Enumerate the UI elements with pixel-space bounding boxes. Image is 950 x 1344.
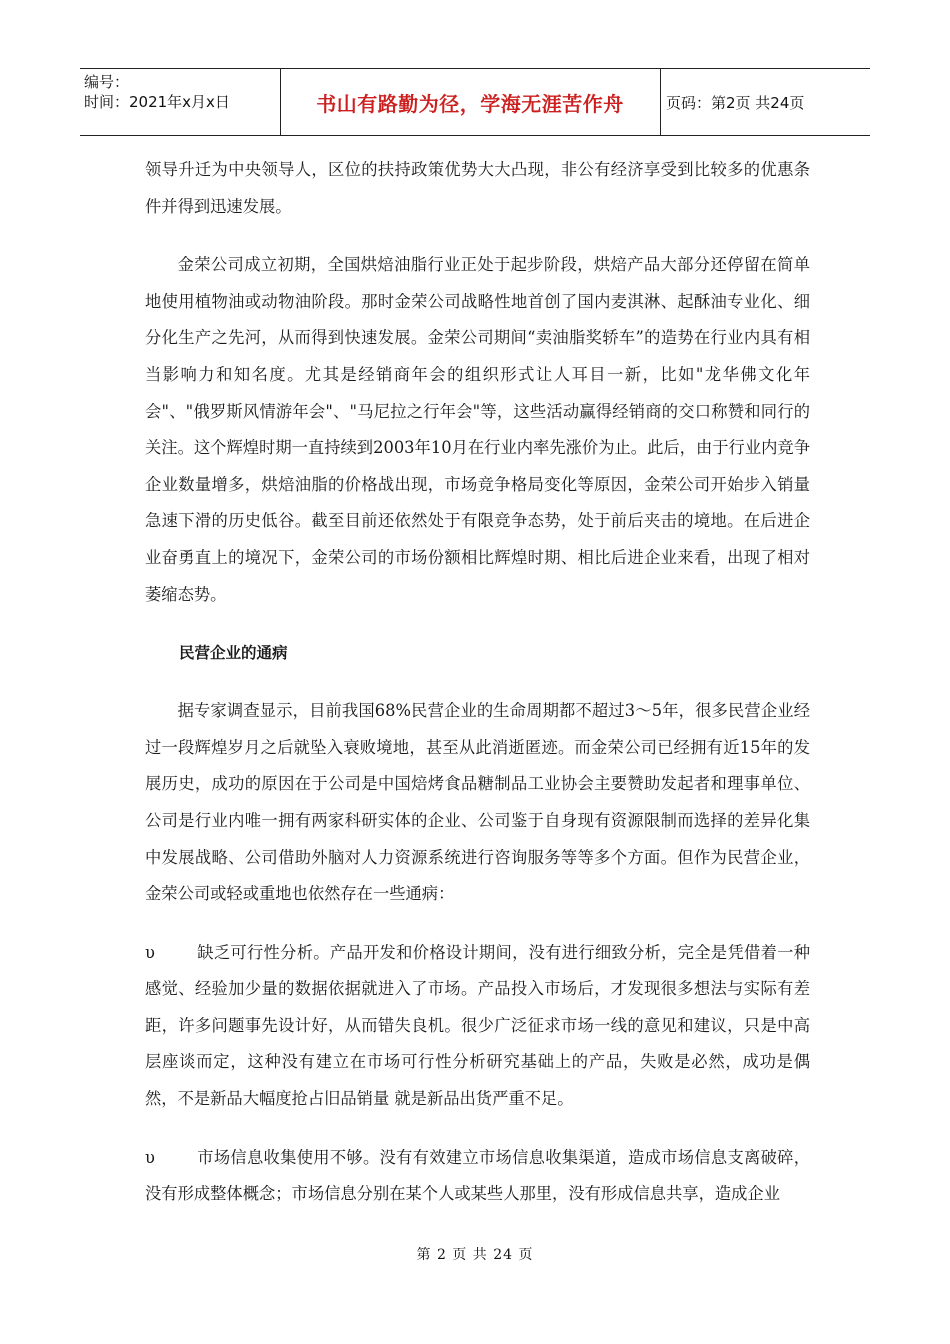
paragraph-private-enterprise: 据专家调查显示，目前我国68%民营企业的生命周期都不超过3～5年，很多民营企业经过一段辉煌岁月之后就坠入衰败境地，甚至从此消逝匿迹。而金荣公司已经拥有近15年的发展历史，成功的原因在于公司是中国焙烤食品糖制品工业协会主要赞助发起者和理事单位、公司是行业内唯一拥有两家科研实体的企业、公司鉴于自身现有资源限制而选择的差异化集中发展战略、公司借助外脑对人力资源系统进行咨询服务等等多个方面。但作为民营企业，金荣公司或轻或重地也依然存在一些通病： [145,701,810,904]
bullet-icon: υ [145,942,155,962]
header-page-cell [660,69,870,135]
bullet-text: 缺乏可行性分析。产品开发和价格设计期间，没有进行细致分析，完全是凭借着一种感觉、经验加少量的数据依据就进入了市场。产品投入市场后，才发现很多想法与实际有差距，许多问题事先设计好，从而错失良机。很少广泛征求市场一线的意见和建议，只是中高层座谈而定，这种没有建立在市场可行性分析研究基础上的产品，失败是必然，成功是偶然，不是新品大幅度抢占旧品销量 就是新品出货严重不足。 [145,942,810,1109]
bullet-icon: υ [145,1147,155,1167]
document-date-label: 时间：2021年x月x日 [84,93,230,111]
paragraph-continuation: 领导升迁为中央领导人，区位的扶持政策优势大大凸现，非公有经济享受到比较多的优惠条件并得到迅速发展。 [145,160,810,216]
header-meta-cell [80,69,281,135]
bullet-text: 市场信息收集使用不够。没有有效建立市场信息收集渠道，造成市场信息支离破碎，没有形成整体概念；市场信息分别在某个人或某些人那里，没有形成信息共享，造成企业 [145,1147,810,1204]
page-header [80,68,870,136]
header-motto-cell [280,69,661,135]
section-heading: 民营企业的通病 [179,644,288,663]
header-motto: 书山有路勤为径，学海无涯苦作舟 [316,91,624,116]
bullet-item [145,935,810,1118]
bullet-item [145,1140,810,1213]
document-number-label: 编号： [84,73,130,91]
header-page-info: 页码：第2页 共24页 [666,93,805,112]
paragraph-company-history: 金荣公司成立初期，全国烘焙油脂行业正处于起步阶段，烘焙产品大部分还停留在简单地使用植物油或动物油阶段。那时金荣公司战略性地首创了国内麦淇淋、起酥油专业化、细分化生产之先河，从而得到快速发展。金荣公司期间“卖油脂奖轿车”的造势在行业内具有相当影响力和知名度。尤其是经销商年会的组织形式让人耳目一新，比如"龙华佛文化年会"、"俄罗斯风情游年会"、"马尼拉之行年会"等，这些活动赢得经销商的交口称赞和同行的关注。这个辉煌时期一直持续到2003年10月在行业内率先涨价为止。此后，由于行业内竞争企业数量增多，烘焙油脂的价格战出现，市场竞争格局变化等原因，金荣公司开始步入销量急速下滑的历史低谷。截至目前还依然处于有限竞争态势，处于前后夹击的境地。在后进企业奋勇直上的境况下，金荣公司的市场份额相比辉煌时期、相比后进企业来看，出现了相对萎缩态势。 [145,255,810,604]
document-body [145,152,810,1213]
page-footer: 第 2 页 共 24 页 [416,1247,534,1263]
